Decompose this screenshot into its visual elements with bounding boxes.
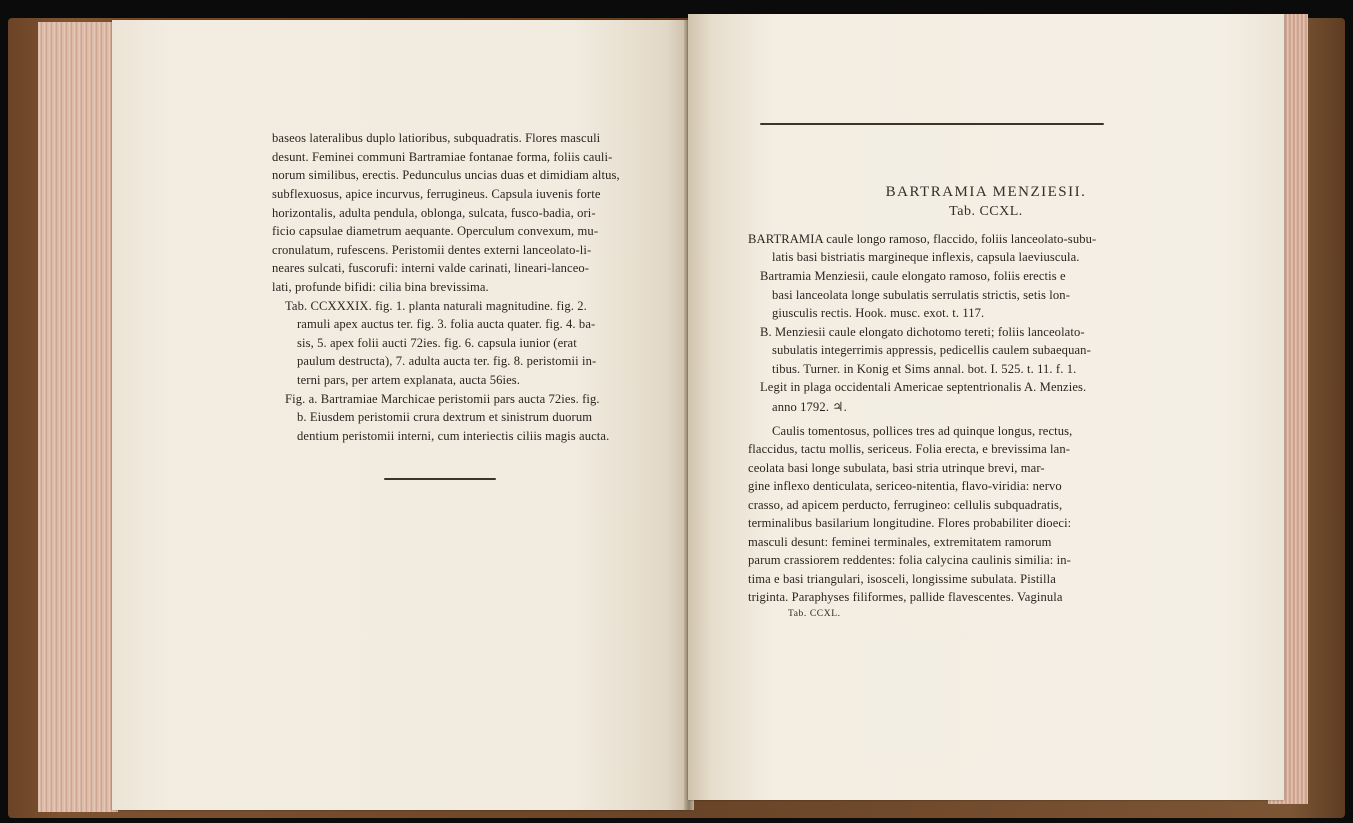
text-line: neares sulcati, fuscorufi: interni valde carinati, lineari-lanceo- <box>272 261 590 275</box>
text-line: subflexuosus, apice incurvus, ferrugineus. Capsula iuvenis forte <box>272 187 601 201</box>
left-page <box>112 20 690 810</box>
text-line: horizontalis, adulta pendula, oblonga, sulcata, fusco-badia, ori- <box>272 206 596 220</box>
text-line: subulatis integerrimis appressis, pedicellis caulem subaequan- <box>772 343 1091 357</box>
text-line: norum similibus, erectis. Pedunculus uncias duas et dimidiam altus, <box>272 168 620 182</box>
text-line: ceolata basi longe subulata, basi stria utrinque brevi, mar- <box>748 461 1045 475</box>
text-line: Legit in plaga occidentali Americae septentrionalis A. Menzies. <box>760 380 1087 394</box>
text-line: terminalibus basilarium longitudine. Flores probabiliter dioeci: <box>748 516 1072 530</box>
text-line: lati, profunde bifidi: cilia bina brevissima. <box>272 280 489 294</box>
text-line: B. Menziesii caule elongato dichotomo tereti; foliis lanceolato- <box>760 325 1085 339</box>
text-line: gine inflexo denticulata, sericeo-nitentia, flavo-viridia: nervo <box>748 479 1062 493</box>
text-line: baseos lateralibus duplo latioribus, subquadratis. Flores masculi <box>272 131 601 145</box>
text-line: tibus. Turner. in Konig et Sims annal. bot. I. 525. t. 11. f. 1. <box>772 362 1077 376</box>
text-line: Fig. a. Bartramiae Marchicae peristomii pars aucta 72ies. fig. <box>285 392 600 406</box>
text-line: flaccidus, tactu mollis, sericeus. Folia erecta, e brevissima lan- <box>748 442 1071 456</box>
text-line: b. Eiusdem peristomii crura dextrum et sinistrum duorum <box>297 410 593 424</box>
page-edges-left <box>38 22 118 812</box>
text-line: ficio capsulae diametrum aequante. Operculum convexum, mu- <box>272 224 599 238</box>
text-line: Bartramia Menziesii, caule elongato ramoso, foliis erectis e <box>760 269 1066 283</box>
text-line: crasso, ad apicem perducto, ferrugineo: cellulis subquadratis, <box>748 498 1063 512</box>
text-line: Caulis tomentosus, pollices tres ad quinque longus, rectus, <box>772 424 1073 438</box>
text-line: masculi desunt: feminei terminales, extremitatem ramorum <box>748 535 1052 549</box>
text-line: tima e basi triangulari, isosceli, longissime subulata. Pistilla <box>748 572 1056 586</box>
text-line: ramuli apex auctus ter. fig. 3. folia aucta quater. fig. 4. ba- <box>297 317 596 331</box>
text-line: desunt. Feminei communi Bartramiae fontanae forma, foliis cauli- <box>272 150 613 164</box>
text-line: terni pars, per artem explanata, aucta 56ies. <box>297 373 521 387</box>
right-page <box>688 14 1284 800</box>
text-line: Tab. CCXXXIX. fig. 1. planta naturali magnitudine. fig. 2. <box>285 299 587 313</box>
text-line: parum crassiorem reddentes: folia calycina caulinis similia: in- <box>748 553 1071 567</box>
text-line: dentium peristomii interni, cum interiectis ciliis magis aucta. <box>297 429 610 443</box>
text-line: triginta. Paraphyses filiformes, pallide flavescentes. Vaginula <box>748 590 1063 604</box>
plate-label: Tab. CCXL. <box>949 204 1023 219</box>
text-line: latis basi bistriatis margineque inflexis, capsula laeviuscula. <box>772 250 1080 264</box>
text-line: anno 1792. ♃. <box>772 400 847 414</box>
text-line: giusculis rectis. Hook. musc. exot. t. 117. <box>772 306 985 320</box>
text-line: cronulatum, rufescens. Peristomii dentes externi lanceolato-li- <box>272 243 592 257</box>
species-title: BARTRAMIA MENZIESII. <box>885 184 1087 200</box>
header-rule <box>760 123 1104 125</box>
text-line: paulum destructa), 7. adulta aucta ter. fig. 8. peristomii in- <box>297 354 597 368</box>
text-line: basi lanceolata longe subulatis serrulatis strictis, setis lon- <box>772 288 1070 302</box>
page-footer: Tab. CCXL. <box>788 609 841 619</box>
section-divider <box>384 478 496 480</box>
text-line: sis, 5. apex folii aucti 72ies. fig. 6. capsula iunior (erat <box>297 336 577 350</box>
text-line: BARTRAMIA caule longo ramoso, flaccido, foliis lanceolato-subu- <box>748 232 1097 246</box>
